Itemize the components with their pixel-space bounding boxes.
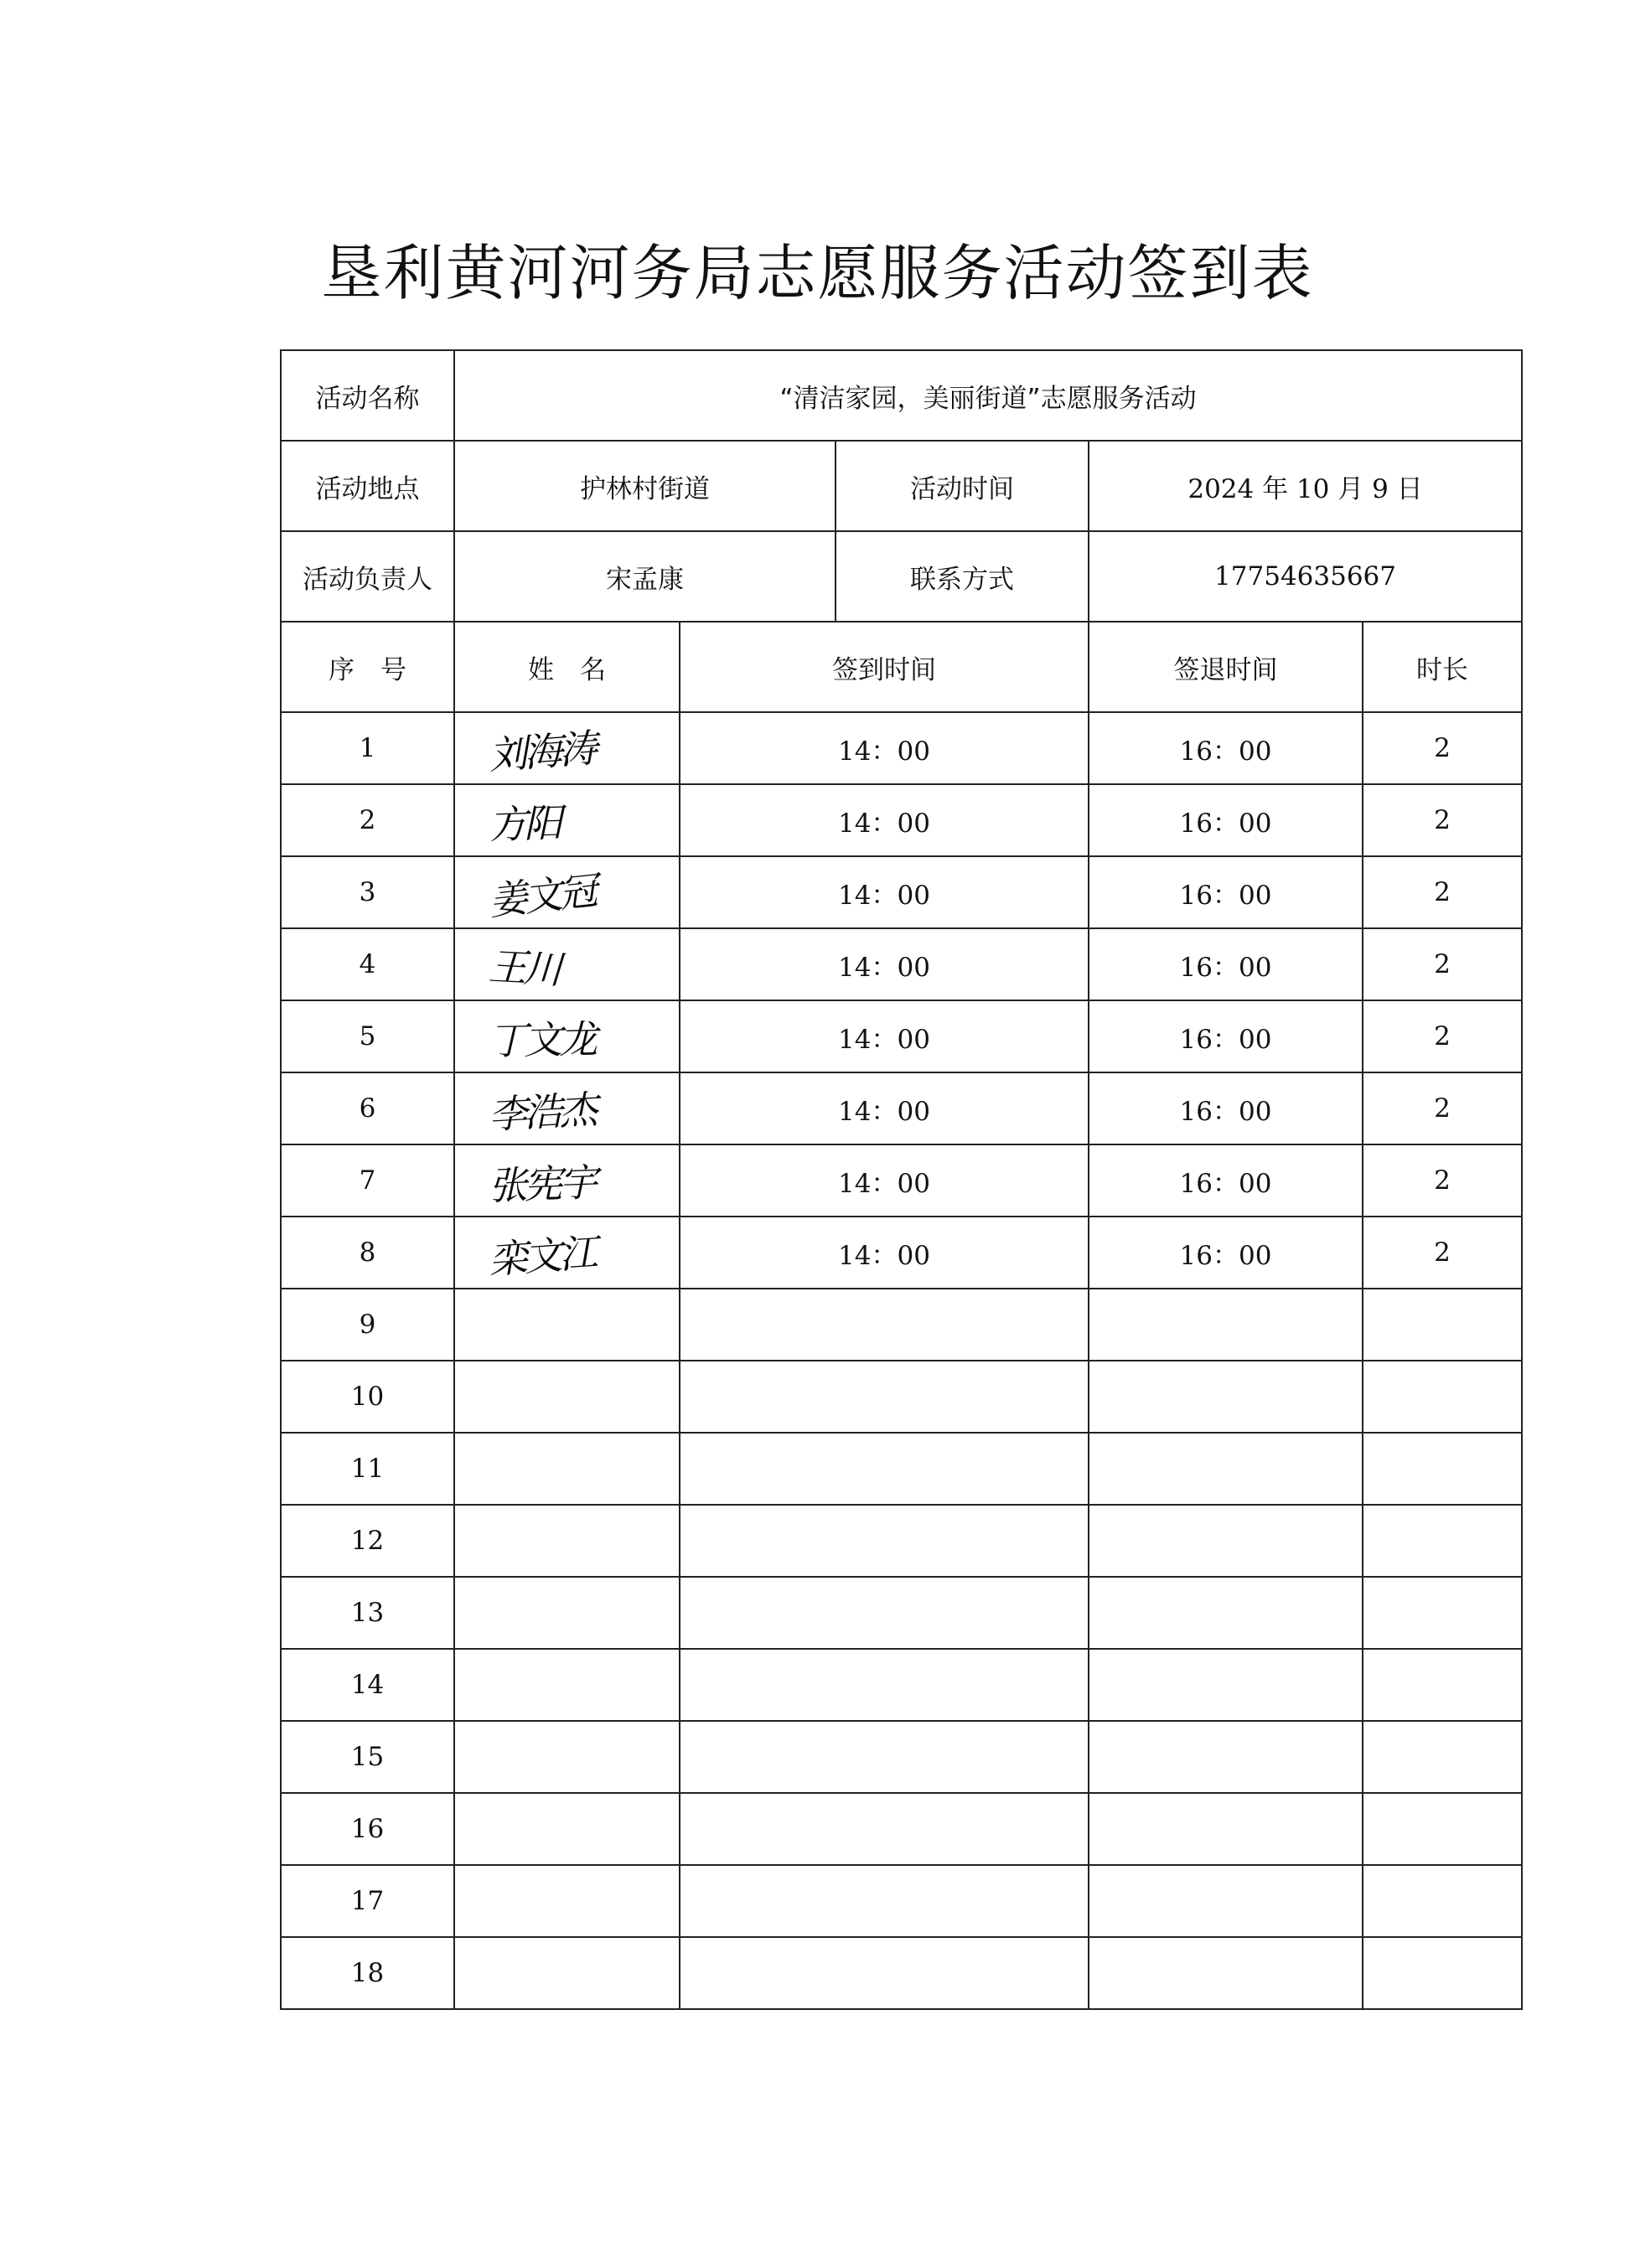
row-duration: 2 xyxy=(1363,1217,1522,1289)
row-seq: 11 xyxy=(281,1433,454,1505)
handwritten-signature: 王川 xyxy=(487,943,561,993)
table-row xyxy=(281,1433,1522,1505)
table-row xyxy=(281,1000,1522,1072)
row-checkin-time: 14：00 xyxy=(680,1217,1089,1289)
row-duration xyxy=(1363,1361,1522,1433)
row-checkout-time xyxy=(1089,1433,1363,1505)
activity-leader-value: 宋孟康 xyxy=(454,531,836,622)
row-seq: 18 xyxy=(281,1937,454,2009)
row-name-signature xyxy=(454,1433,680,1505)
table-row xyxy=(281,1865,1522,1937)
activity-leader-row xyxy=(281,531,1522,622)
handwritten-signature: 栾文江 xyxy=(487,1229,596,1283)
row-duration xyxy=(1363,1649,1522,1721)
row-duration: 2 xyxy=(1363,712,1522,784)
row-seq: 6 xyxy=(281,1072,454,1144)
row-seq: 12 xyxy=(281,1505,454,1577)
row-checkin-time: 14：00 xyxy=(680,712,1089,784)
row-checkout-time: 16：00 xyxy=(1089,928,1363,1000)
row-duration xyxy=(1363,1289,1522,1361)
row-checkout-time xyxy=(1089,1649,1363,1721)
row-name-signature xyxy=(454,1793,680,1865)
row-seq: 1 xyxy=(281,712,454,784)
activity-leader-label: 活动负责人 xyxy=(281,531,454,622)
row-duration: 2 xyxy=(1363,1144,1522,1217)
row-duration: 2 xyxy=(1363,1000,1522,1072)
row-name-signature xyxy=(454,1505,680,1577)
row-checkin-time xyxy=(680,1577,1089,1649)
table-row xyxy=(281,1793,1522,1865)
col-header-seq: 序 号 xyxy=(281,622,454,712)
row-checkin-time xyxy=(680,1721,1089,1793)
row-checkout-time: 16：00 xyxy=(1089,712,1363,784)
row-name-signature xyxy=(454,928,680,1000)
activity-name-row xyxy=(281,350,1522,441)
row-checkin-time: 14：00 xyxy=(680,856,1089,928)
table-row xyxy=(281,1721,1522,1793)
row-duration: 2 xyxy=(1363,1072,1522,1144)
activity-time-label: 活动时间 xyxy=(836,441,1089,531)
row-checkin-time xyxy=(680,1649,1089,1721)
row-name-signature xyxy=(454,1865,680,1937)
activity-name-label: 活动名称 xyxy=(281,350,454,441)
table-row xyxy=(281,1072,1522,1144)
row-checkin-time xyxy=(680,1937,1089,2009)
row-checkout-time: 16：00 xyxy=(1089,1072,1363,1144)
table-row xyxy=(281,1289,1522,1361)
col-header-checkout: 签退时间 xyxy=(1089,622,1363,712)
row-checkout-time: 16：00 xyxy=(1089,784,1363,856)
row-name-signature xyxy=(454,784,680,856)
row-checkout-time xyxy=(1089,1721,1363,1793)
table-row xyxy=(281,1361,1522,1433)
contact-value: 17754635667 xyxy=(1089,531,1522,622)
row-seq: 9 xyxy=(281,1289,454,1361)
row-seq: 14 xyxy=(281,1649,454,1721)
signin-table xyxy=(280,349,1523,2010)
row-seq: 13 xyxy=(281,1577,454,1649)
row-checkout-time: 16：00 xyxy=(1089,856,1363,928)
row-checkout-time: 16：00 xyxy=(1089,1217,1363,1289)
row-name-signature xyxy=(454,1937,680,2009)
row-name-signature xyxy=(454,1000,680,1072)
table-row xyxy=(281,1144,1522,1217)
row-seq: 7 xyxy=(281,1144,454,1217)
row-name-signature xyxy=(454,1649,680,1721)
row-duration xyxy=(1363,1793,1522,1865)
row-seq: 15 xyxy=(281,1721,454,1793)
row-name-signature xyxy=(454,1217,680,1289)
row-checkin-time: 14：00 xyxy=(680,784,1089,856)
row-seq: 5 xyxy=(281,1000,454,1072)
row-seq: 3 xyxy=(281,856,454,928)
row-seq: 4 xyxy=(281,928,454,1000)
activity-name-value: “清洁家园，美丽街道”志愿服务活动 xyxy=(454,350,1522,441)
table-row xyxy=(281,1577,1522,1649)
table-row xyxy=(281,1217,1522,1289)
row-duration xyxy=(1363,1721,1522,1793)
activity-place-value: 护林村街道 xyxy=(454,441,836,531)
page-title: 垦利黄河河务局志愿服务活动签到表 xyxy=(321,238,1314,308)
row-checkin-time xyxy=(680,1361,1089,1433)
table-row xyxy=(281,712,1522,784)
row-name-signature xyxy=(454,1577,680,1649)
col-header-checkin: 签到时间 xyxy=(680,622,1089,712)
col-header-name: 姓 名 xyxy=(454,622,680,712)
row-seq: 16 xyxy=(281,1793,454,1865)
row-name-signature xyxy=(454,1289,680,1361)
row-checkin-time: 14：00 xyxy=(680,1072,1089,1144)
row-name-signature xyxy=(454,1144,680,1217)
row-duration: 2 xyxy=(1363,856,1522,928)
row-checkin-time xyxy=(680,1865,1089,1937)
row-seq: 8 xyxy=(281,1217,454,1289)
row-checkout-time xyxy=(1089,1937,1363,2009)
row-checkout-time xyxy=(1089,1577,1363,1649)
contact-label: 联系方式 xyxy=(836,531,1089,622)
row-duration xyxy=(1363,1937,1522,2009)
row-checkout-time xyxy=(1089,1289,1363,1361)
row-name-signature xyxy=(454,1072,680,1144)
activity-time-value: 2024 年 10 月 9 日 xyxy=(1089,441,1522,531)
row-checkin-time: 14：00 xyxy=(680,928,1089,1000)
table-row xyxy=(281,1505,1522,1577)
row-duration xyxy=(1363,1865,1522,1937)
row-checkin-time xyxy=(680,1793,1089,1865)
row-name-signature xyxy=(454,712,680,784)
row-checkout-time: 16：00 xyxy=(1089,1144,1363,1217)
row-checkin-time xyxy=(680,1433,1089,1505)
handwritten-signature: 张宪宇 xyxy=(488,1160,596,1209)
row-duration xyxy=(1363,1505,1522,1577)
row-seq: 2 xyxy=(281,784,454,856)
table-row xyxy=(281,856,1522,928)
table-row xyxy=(281,1937,1522,2009)
row-duration: 2 xyxy=(1363,784,1522,856)
table-row xyxy=(281,928,1522,1000)
row-checkout-time xyxy=(1089,1361,1363,1433)
row-name-signature xyxy=(454,1721,680,1793)
handwritten-signature: 方阳 xyxy=(488,799,561,848)
row-duration xyxy=(1363,1577,1522,1649)
table-row xyxy=(281,784,1522,856)
row-checkout-time xyxy=(1089,1865,1363,1937)
row-duration xyxy=(1363,1433,1522,1505)
handwritten-signature: 丁文龙 xyxy=(488,1016,595,1064)
row-checkin-time xyxy=(680,1289,1089,1361)
row-checkout-time xyxy=(1089,1793,1363,1865)
row-seq: 10 xyxy=(281,1361,454,1433)
table-header-row xyxy=(281,622,1522,712)
row-checkin-time xyxy=(680,1505,1089,1577)
table-row xyxy=(281,1649,1522,1721)
row-name-signature xyxy=(454,856,680,928)
handwritten-signature: 姜文冠 xyxy=(486,867,597,924)
handwritten-signature: 李浩杰 xyxy=(487,1087,596,1138)
row-checkout-time xyxy=(1089,1505,1363,1577)
row-checkin-time: 14：00 xyxy=(680,1000,1089,1072)
activity-place-label: 活动地点 xyxy=(281,441,454,531)
row-checkin-time: 14：00 xyxy=(680,1144,1089,1217)
row-duration: 2 xyxy=(1363,928,1522,1000)
col-header-duration: 时长 xyxy=(1363,622,1522,712)
activity-place-row xyxy=(281,441,1522,531)
row-name-signature xyxy=(454,1361,680,1433)
row-checkout-time: 16：00 xyxy=(1089,1000,1363,1072)
handwritten-signature: 刘海涛 xyxy=(487,725,596,778)
row-seq: 17 xyxy=(281,1865,454,1937)
